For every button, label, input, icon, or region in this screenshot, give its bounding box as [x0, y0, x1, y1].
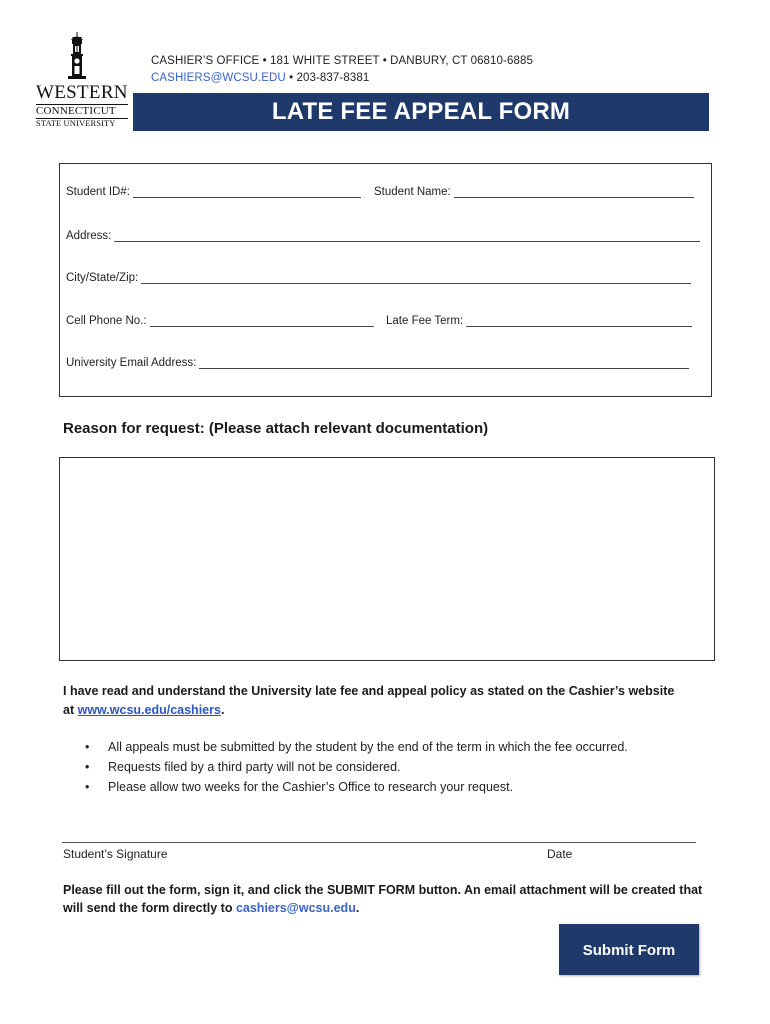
form-title: LATE FEE APPEAL FORM	[133, 93, 709, 131]
cell-phone-label: Cell Phone No.:	[66, 315, 147, 327]
cashiers-email-link[interactable]: cashiers@wcsu.edu	[235, 901, 356, 915]
student-name-row	[374, 186, 694, 198]
university-email-label: University Email Address:	[66, 357, 197, 369]
student-name-label: Student Name:	[374, 186, 451, 198]
date-label: Date	[547, 847, 573, 861]
policy-statement	[63, 682, 683, 720]
cell-phone-input[interactable]	[150, 315, 374, 327]
submit-instructions	[63, 881, 713, 917]
instructions-end: .	[355, 901, 360, 915]
logo-state-university: STATE UNIVERSITY	[36, 118, 116, 128]
bullet-text: All appeals must be submitted by the student by the end of the term in which the fee occurred.	[108, 740, 628, 754]
address-label: Address:	[66, 230, 112, 242]
instructions-text: Please fill out the form, sign it, and click the SUBMIT FORM button. An email attachment will be created that will send the form directly to	[63, 883, 703, 915]
office-email-link[interactable]: CASHIERS@WCSU.EDU	[151, 72, 286, 84]
logo-western: WESTERN	[36, 82, 128, 103]
list-item	[85, 757, 628, 777]
list-item	[85, 777, 628, 797]
bullet-icon: •	[85, 760, 90, 774]
bullet-icon: •	[85, 780, 90, 794]
late-fee-term-row	[386, 315, 692, 327]
policy-end: .	[220, 703, 225, 717]
submit-form-button[interactable]: Submit Form	[559, 924, 699, 975]
policy-bullets	[85, 737, 628, 797]
signature-label: Student’s Signature	[63, 847, 168, 861]
city-state-zip-label: City/State/Zip:	[66, 272, 139, 284]
student-info-box	[59, 163, 712, 397]
policy-text: I have read and understand the University late fee and appeal policy as stated on the Cashier’s website at	[63, 684, 675, 717]
bullet-text: Requests filed by a third party will not be considered.	[108, 760, 401, 774]
city-state-zip-input[interactable]	[141, 272, 691, 284]
reason-heading: Reason for request: (Please attach relevant documentation)	[63, 420, 489, 437]
city-state-zip-row	[66, 272, 691, 284]
bullet-text: Please allow two weeks for the Cashier’s Office to research your request.	[108, 780, 514, 794]
reason-textarea[interactable]	[59, 457, 715, 661]
student-name-input[interactable]	[454, 186, 694, 198]
cell-phone-row	[66, 315, 374, 327]
signature-line[interactable]	[62, 842, 696, 843]
office-address: CASHIER’S OFFICE • 181 WHITE STREET • DANBURY, CT 06810-6885	[151, 55, 533, 67]
student-id-label: Student ID#:	[66, 186, 130, 198]
student-id-input[interactable]	[133, 186, 361, 198]
bullet-icon: •	[85, 740, 90, 754]
university-logo	[36, 30, 128, 130]
address-row	[66, 230, 700, 242]
late-fee-term-label: Late Fee Term:	[386, 315, 464, 327]
university-email-row	[66, 357, 689, 369]
list-item	[85, 737, 628, 757]
university-email-input[interactable]	[199, 357, 689, 369]
cashiers-website-link[interactable]: www.wcsu.edu/cashiers	[77, 703, 221, 717]
student-id-row	[66, 186, 361, 198]
office-contact	[151, 72, 369, 84]
clock-tower-icon	[36, 30, 128, 82]
logo-connecticut: CONNECTICUT	[36, 105, 116, 117]
late-fee-term-input[interactable]	[466, 315, 692, 327]
office-phone: • 203-837-8381	[285, 72, 370, 84]
address-input[interactable]	[114, 230, 700, 242]
